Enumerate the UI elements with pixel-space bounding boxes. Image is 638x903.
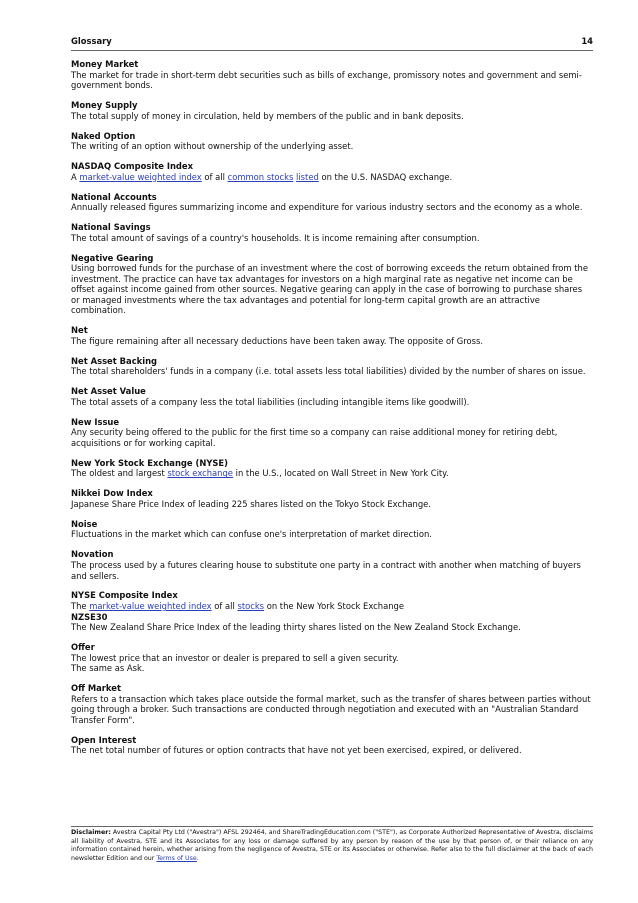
entry-definition: Refers to a transaction which takes place outside the formal market, such as the transfer of shares between parties without going through a broker. Such transactions are conducted through negotiation and executed with an "Australian Standard Transfer Form".: [71, 693, 591, 725]
definition-text: on the U.S. NASDAQ exchange.: [318, 171, 453, 182]
disclaimer-label: Disclaimer:: [71, 829, 111, 836]
footer-divider: [71, 826, 593, 827]
entry-definition: Fluctuations in the market which can confuse one's interpretation of market direction.: [71, 529, 432, 540]
entry-definition: The market for trade in short-term debt securities such as bills of exchange, promissory notes and government and semi-government bonds.: [71, 69, 582, 91]
entry-term: Open Interest: [71, 734, 137, 745]
entry-definition: The New Zealand Share Price Index of the leading thirty shares listed on the New Zealand Stock Exchange.: [71, 622, 521, 633]
entry-term: Negative Gearing: [71, 252, 154, 263]
glossary-entry: [71, 612, 593, 633]
entry-term: NYSE Composite Index: [71, 590, 178, 601]
entry-definition: The figure remaining after all necessary deductions have been taken away. The opposite of Gross.: [71, 335, 483, 346]
entry-definition-note: The same as Ask.: [71, 663, 145, 674]
glossary-entry: [71, 519, 593, 540]
glossary-entry: [71, 59, 593, 91]
entry-term: National Accounts: [71, 191, 157, 202]
glossary-entry: [71, 549, 593, 581]
entry-definition: The total supply of money in circulation, held by members of the public and in bank deposits.: [71, 110, 464, 121]
glossary-entry: [71, 100, 593, 121]
entry-term: Noise: [71, 518, 98, 529]
glossary-entry: [71, 131, 593, 152]
disclaimer-end: .: [196, 854, 199, 862]
definition-text: on the New York Stock Exchange: [264, 601, 404, 612]
glossary-entry: [71, 161, 593, 182]
glossary-entry: [71, 222, 593, 243]
definition-text: of all: [201, 171, 228, 182]
entry-term: NASDAQ Composite Index: [71, 161, 193, 172]
entry-term: Net: [71, 325, 88, 336]
glossary-entry: [71, 735, 593, 756]
entry-term: New York Stock Exchange (NYSE): [71, 457, 228, 468]
definition-text: A: [71, 171, 80, 182]
terms-of-use-link[interactable]: Terms of Use: [156, 854, 197, 862]
entry-definition: [71, 601, 593, 612]
entry-term: Money Market: [71, 59, 139, 69]
entry-definition: The net total number of futures or option contracts that have not yet been exercised, expired, or delivered.: [71, 745, 522, 756]
entry-definition: The total assets of a company less the total liabilities (including intangible items like goodwill).: [71, 396, 470, 407]
entry-definition: The total shareholders' funds in a company (i.e. total assets less total liabilities) divided by the number of shares on issue.: [71, 366, 586, 377]
entry-definition: The total amount of savings of a country's households. It is income remaining after consumption.: [71, 232, 480, 243]
glossary-entry: [71, 253, 593, 317]
definition-text: in the U.S., located on Wall Street in New York City.: [232, 468, 449, 479]
glossary-entry: [71, 325, 593, 346]
disclaimer: [71, 829, 593, 863]
entry-term: National Savings: [71, 222, 151, 233]
entry-definition: The process used by a futures clearing house to substitute one party in a contract with another when matching of buyers and sellers.: [71, 559, 581, 581]
entry-term: NZSE30: [71, 611, 108, 622]
entry-term: Net Asset Value: [71, 386, 146, 397]
definition-text: of all: [211, 601, 238, 612]
glossary-entry: [71, 683, 593, 725]
listed-link[interactable]: listed: [296, 171, 319, 182]
header-title: Glossary: [71, 36, 112, 46]
entry-term: Offer: [71, 642, 95, 653]
stock-exchange-link[interactable]: stock exchange: [167, 468, 233, 479]
glossary-entry: [71, 417, 593, 449]
entry-term: Money Supply: [71, 100, 138, 111]
entry-definition: Japanese Share Price Index of leading 225 shares listed on the Tokyo Stock Exchange.: [71, 498, 431, 509]
page-number: 14: [581, 36, 593, 46]
entry-term: Novation: [71, 549, 114, 560]
entry-definition: [71, 172, 593, 183]
glossary-entry: [71, 590, 593, 611]
entry-definition: The lowest price that an investor or dealer is prepared to sell a given security.: [71, 652, 399, 663]
market-value-weighted-index-link[interactable]: market-value weighted index: [89, 601, 212, 612]
glossary-entry: [71, 386, 593, 407]
entry-definition: Any security being offered to the public for the first time so a company can raise additional money for retiring debt, acquisitions or for working capital.: [71, 427, 558, 448]
definition-text: The: [71, 601, 90, 612]
entry-definition: Using borrowed funds for the purchase of an investment where the cost of borrowing exceeds the return obtained from the investment. The practice can have tax advantages for investors on a high marginal rate as negative net income can be offset against income gained from other sources. Negative gearing can apply in the case of borrowing to purchase shares or managed investments where the tax advantages and potential for long-term capital growth are an attractive combination.: [71, 263, 588, 316]
entry-definition: Annually released figures summarizing income and expenditure for various industry sectors and the economy as a whole.: [71, 202, 583, 213]
entry-term: Net Asset Backing: [71, 355, 158, 366]
glossary-entries: [71, 59, 593, 765]
entry-definition: [71, 468, 593, 479]
stocks-link[interactable]: stocks: [237, 601, 265, 612]
glossary-entry: [71, 488, 593, 509]
market-value-weighted-index-link[interactable]: market-value weighted index: [79, 171, 202, 182]
header-divider: [71, 50, 593, 51]
entry-definition: The writing of an option without ownership of the underlying asset.: [71, 141, 354, 152]
entry-term: New Issue: [71, 416, 120, 427]
entry-term: Off Market: [71, 683, 121, 694]
common-stocks-link[interactable]: common stocks: [227, 171, 294, 182]
definition-text: The oldest and largest: [71, 468, 168, 479]
entry-term: Naked Option: [71, 130, 136, 141]
glossary-entry: [71, 642, 593, 674]
page-header: [71, 36, 593, 50]
disclaimer-text: Avestra Capital Pty Ltd ("Avestra") AFSL 292464, and ShareTradingEducation.com ("STE"), as Corporate Authorized Representative of Avestra, disclaims all liability of Avestra, STE and its Associates for any loss or damage suffered by any person by reason of the use by that person of, or their reliance on any information contained herein, whether arising from the negligence of Avestra, STE or its Associates or otherwise. Refer also to the full disclaimer at the back of each newsletter Edition and our: [71, 829, 593, 862]
glossary-entry: [71, 192, 593, 213]
entry-term: Nikkei Dow Index: [71, 488, 153, 499]
glossary-entry: [71, 356, 593, 377]
glossary-entry: [71, 458, 593, 479]
